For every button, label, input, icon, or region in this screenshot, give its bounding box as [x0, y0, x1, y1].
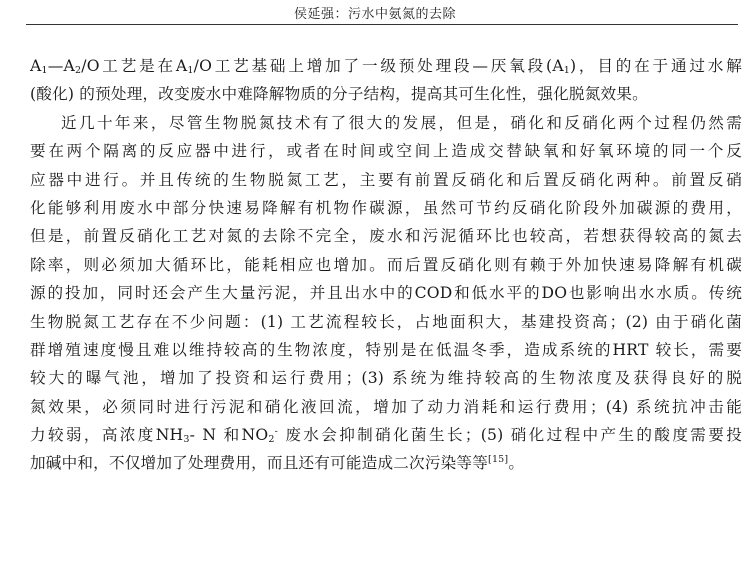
- text-line: (酸化) 的预处理，改变废水中难降解物质的分子结构，提高其可生化性，强化脱氮效果。: [30, 85, 648, 104]
- text-line: 化能够利用废水中部分快速易降解有机物作碳源，虽然可节约反硝化阶段外加碳源的费用，: [30, 198, 742, 217]
- header-rule: [26, 24, 738, 25]
- text-line: 较大的曝气池，增加了投资和运行费用；(3) 系统为维持较高的生物浓度及获得良好的脱: [30, 369, 742, 388]
- text-line: $A_1—A_2/O$工艺是在$A_1/O$工艺基础上增加了一级预处理段—厌氧段$(A_1)$，目的在于通过水解: [30, 57, 742, 76]
- body-text: [30, 52, 742, 478]
- text-line: 氮效果，必须同时进行污泥和硝化液回流，增加了动力消耗和运行费用；(4) 系统抗冲击能: [30, 397, 742, 416]
- text-line: 生物脱氮工艺存在不少问题：(1) 工艺流程较长，占地面积大，基建投资高；(2) 由于硝化菌: [30, 312, 742, 331]
- running-header: 侯延强：污水中氨氮的去除: [293, 7, 456, 22]
- text-line: 群增殖速度慢且难以维持较高的生物浓度，特别是在低温冬季，造成系统的HRT 较长，需要: [30, 340, 742, 359]
- text-line: 要在两个隔离的反应器中进行，或者在时间或空间上造成交替缺氧和好氧环境的同一个反: [30, 142, 742, 161]
- text-line: 应器中进行。并且传统的生物脱氮工艺，主要有前置反硝化和后置反硝化两种。前置反硝: [30, 170, 742, 189]
- text-line: 力较弱，高浓度$NH_3-$ N 和$NO_2^-$ 废水会抑制硝化菌生长；(5) 硝化过程中产生的酸度需要投: [30, 426, 743, 446]
- text-line: 除率，则必须加大循环比，能耗相应也增加。而后置反硝化则有赖于外加快速易降解有机碳: [30, 255, 742, 274]
- citation-ref: [15]: [488, 454, 509, 466]
- paragraph-first-line: 近几十年来，尽管生物脱氮技术有了很大的发展，但是，硝化和反硝化两个过程仍然需: [61, 113, 742, 132]
- text-line: 加碱中和，不仅增加了处理费用，而且还有可能造成二次污染等等[15]。: [30, 454, 525, 473]
- text-line: 但是，前置反硝化工艺对氮的去除不完全，废水和污泥循环比也较高，若想获得较高的氮去: [30, 227, 742, 246]
- text-line: 源的投加，同时还会产生大量污泥，并且出水中的COD和低水平的DO也影响出水水质。传统: [30, 284, 742, 303]
